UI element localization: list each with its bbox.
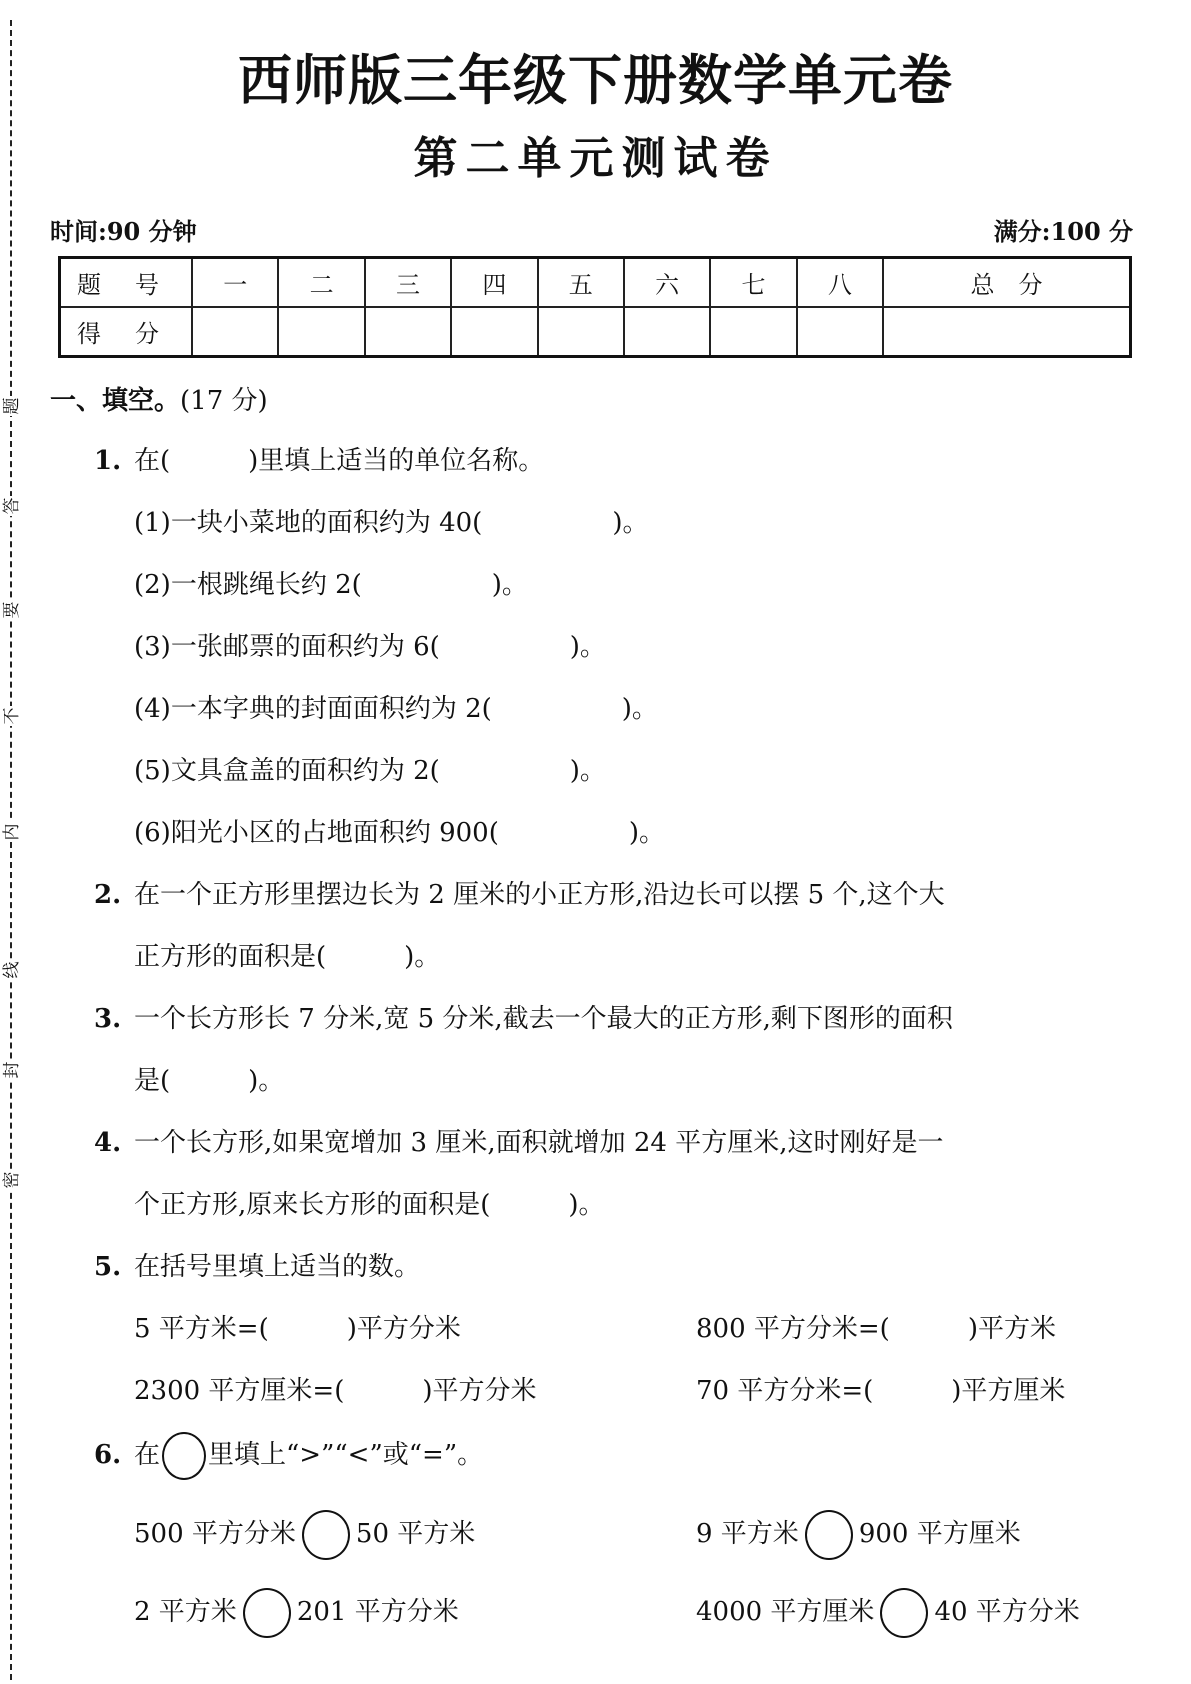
question-6 (94, 1432, 483, 1480)
compare-left: 500 平方分米 (134, 1519, 296, 1549)
question-text: 一个长方形长 7 分米,宽 5 分米,截去一个最大的正方形,剩下图形的面积 (134, 1004, 953, 1034)
score-table-score-row (60, 307, 1131, 357)
compare-right: 900 平方厘米 (858, 1519, 1021, 1549)
sub-item: (2)一根跳绳长约 2( )。 (134, 570, 528, 600)
conversion-item: 2300 平方厘米=( )平方分米 (134, 1376, 537, 1406)
column-header: 六 (624, 258, 710, 308)
label-char: 题 (77, 271, 101, 299)
compare-item (134, 1510, 475, 1560)
sub-item: (4)一本字典的封面面积约为 2( )。 (134, 694, 658, 724)
section-points: (17 分) (180, 386, 268, 416)
column-header: 五 (538, 258, 624, 308)
score-cell[interactable] (710, 307, 796, 357)
circle-icon (162, 1432, 206, 1480)
question-3 (94, 998, 953, 1035)
question-number: 5. (94, 1252, 122, 1282)
page-title: 西师版三年级下册数学单元卷 (238, 49, 953, 112)
margin-word: 内 (2, 823, 22, 841)
compare-right: 50 平方米 (355, 1519, 476, 1549)
compare-right: 201 平方分米 (296, 1597, 459, 1627)
compare-right: 40 平方分米 (934, 1597, 1080, 1627)
binding-dashed-line (10, 20, 12, 1680)
compare-item (134, 1588, 459, 1638)
score-cell[interactable] (278, 307, 364, 357)
column-header: 八 (797, 258, 883, 308)
margin-word: 不 (2, 707, 22, 725)
question-4-continued: 个正方形,原来长方形的面积是( )。 (134, 1190, 605, 1220)
question-text: 里填上“>”“<”或“=”。 (208, 1440, 484, 1470)
question-text: 在一个正方形里摆边长为 2 厘米的小正方形,沿边长可以摆 5 个,这个大 (134, 880, 945, 910)
column-header-total: 总 分 (883, 258, 1131, 308)
row-label-score (60, 307, 193, 357)
score-cell-total[interactable] (883, 307, 1131, 357)
compare-circle-blank[interactable] (805, 1510, 853, 1560)
sub-item: (3)一张邮票的面积约为 6( )。 (134, 632, 606, 662)
question-5 (94, 1246, 420, 1283)
compare-left: 4000 平方厘米 (696, 1597, 875, 1627)
question-3-continued: 是( )。 (134, 1066, 285, 1096)
label-char: 号 (135, 271, 159, 299)
question-text: 在 (134, 1440, 161, 1470)
score-cell[interactable] (538, 307, 624, 357)
score-cell[interactable] (365, 307, 451, 357)
compare-item (696, 1588, 1080, 1638)
column-header: 七 (710, 258, 796, 308)
compare-circle-blank[interactable] (880, 1588, 928, 1638)
score-cell[interactable] (451, 307, 537, 357)
conversion-item: 5 平方米=( )平方分米 (134, 1314, 461, 1344)
margin-word: 封 (2, 1061, 22, 1079)
sub-item: (5)文具盒盖的面积约为 2( )。 (134, 756, 606, 786)
question-number: 4. (94, 1128, 122, 1158)
question-number: 1. (94, 446, 122, 476)
exam-time: 时间:90 分钟 (50, 217, 197, 246)
row-label-question-number (60, 258, 193, 308)
score-cell[interactable] (192, 307, 278, 357)
question-2 (94, 874, 945, 911)
sub-item: (1)一块小菜地的面积约为 40( )。 (134, 508, 649, 538)
column-header: 一 (192, 258, 278, 308)
compare-circle-blank[interactable] (243, 1588, 291, 1638)
question-number: 2. (94, 880, 122, 910)
margin-word: 题 (2, 397, 22, 415)
compare-circle-blank[interactable] (302, 1510, 350, 1560)
column-header: 四 (451, 258, 537, 308)
label-char: 得 (77, 320, 101, 348)
question-text: 在括号里填上适当的数。 (134, 1252, 421, 1282)
margin-word: 线 (2, 961, 22, 979)
margin-word: 要 (2, 601, 22, 619)
question-number: 6. (94, 1440, 122, 1470)
page-subtitle: 第二单元测试卷 (413, 133, 778, 184)
section-heading (50, 380, 268, 417)
score-table (58, 256, 1132, 358)
score-table-header-row (60, 258, 1131, 308)
question-1 (94, 440, 544, 477)
section-title: 一、填空。 (50, 386, 181, 416)
margin-word: 密 (2, 1171, 22, 1189)
column-header: 三 (365, 258, 451, 308)
compare-left: 9 平方米 (696, 1519, 799, 1549)
question-2-continued: 正方形的面积是( )。 (134, 942, 441, 972)
label-char: 分 (135, 320, 159, 348)
conversion-item: 800 平方分米=( )平方米 (696, 1314, 1056, 1344)
question-number: 3. (94, 1004, 122, 1034)
score-cell[interactable] (624, 307, 710, 357)
sub-item: (6)阳光小区的占地面积约 900( )。 (134, 818, 666, 848)
question-text: 在( )里填上适当的单位名称。 (134, 446, 545, 476)
score-cell[interactable] (797, 307, 883, 357)
question-text: 一个长方形,如果宽增加 3 厘米,面积就增加 24 平方厘米,这时刚好是一 (134, 1128, 944, 1158)
compare-item (696, 1510, 1021, 1560)
full-score: 满分:100 分 (993, 217, 1133, 246)
compare-left: 2 平方米 (134, 1597, 237, 1627)
margin-word: 答 (2, 497, 22, 515)
conversion-item: 70 平方分米=( )平方厘米 (696, 1376, 1066, 1406)
column-header: 二 (278, 258, 364, 308)
question-4 (94, 1122, 943, 1159)
